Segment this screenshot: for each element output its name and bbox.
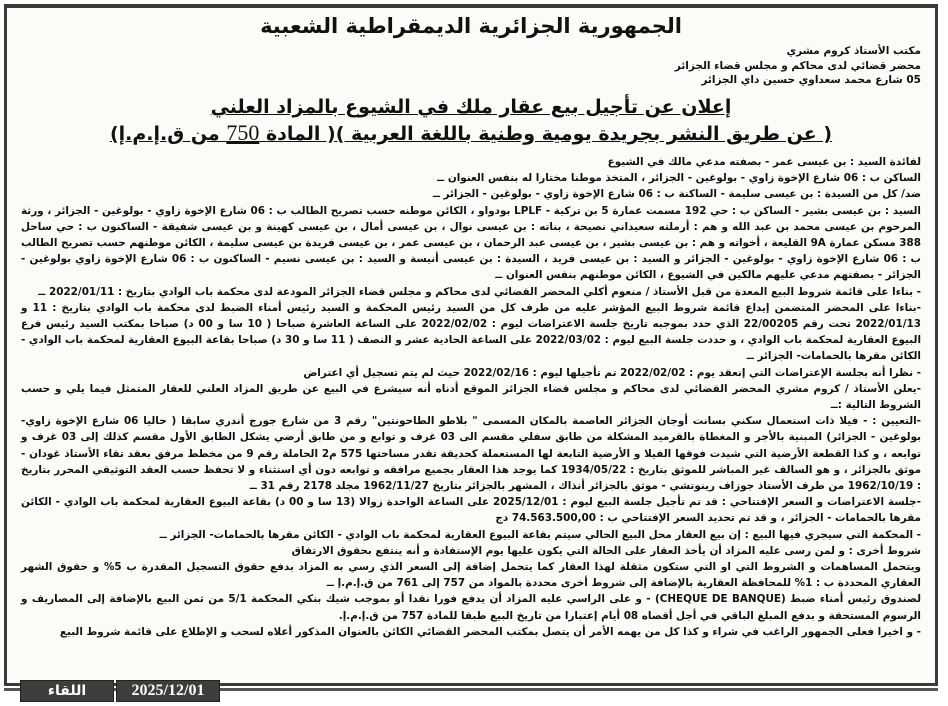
publication-date-badge: 2025/12/01: [116, 680, 220, 702]
newspaper-name-badge: اللقاء: [20, 680, 114, 702]
paragraph-conditions-list: - بناءا على قائمة شروط البيع المعدة من قبل الأستاذ / منعوم أكلي المحضر القضائي لدى محاكم و مجلس قضاء الجزائر المودعة لدى محكمة باب الوادي بتاريخ : 2022/01/11 ــ: [38, 285, 921, 298]
office-name: مكتب الأستاذ كروم مشري: [786, 45, 921, 57]
paragraph-beneficiary-address: الساكن ب : 06 شارع الإخوة زاوي - بولوغين - الجزائر ، المتخذ موطنا مختارا له بنفس العنوان ــ: [437, 172, 921, 185]
paragraph-closing: - و اخيرا فعلى الجمهور الراغب في شراء و كذا كل من يهمه الأمر أن يتصل بمكتب المحضر القضائي الكائن بالعنوان المذكور أعلاه لسحب و الإطلاع على قائمة شروط البيع: [59, 625, 921, 638]
notice-body: [21, 154, 921, 640]
paragraph-defendants: السيد : بن عيسى بشير - الساكن ب : حي 192 مسمت عمارة 5 بن تركية - LPLF بودواو ، الكائن موطنه حسب تصريح الطالب ب : 06 شارع الإخوة زاوي - بولوغين - الجزائر ، ورثة المرحوم بن عيسى محمد بن عبد الله و هم : أرملته سعيداني نصيحة ، بناته : بن عيسى نوال ، بن عيسى أمال ، بن عيسى كهينة و بن عيسى شفيقة - الساكنون ب : حي ساحل 388 مسكن عمارة 9A القليعة ، أخواته و هم : بن عيسى بشير ، بن عيسى عبد الرحمان ، بن عيسى عمر ، بن عيسى فريدة بن عيسى سليمة ، الكائن موطنهم حسب تصريح الطالب ب : 06 شارع الإخوة زاوي - بولوغين - الجزائر و السيد : بن عيسى فريد ، السيدة : بن عيسى أنيسة و السيد : بن عيسى نسيم - الساكنون ب : 06 شارع الإخوة زاوي بولوغين - الجزائر - بصفتهم مدعي عليهم مالكين في الشيوع ، الكائن موطنهم بنفس العنوان ــ: [21, 204, 921, 282]
notice-title: [7, 94, 935, 147]
paragraph-against: ضد/ كل من السيدة : بن عيسى سليمة - الساكنة ب : 06 شارع الإخوة زاوي - بولوغين - الجزائر ــ: [432, 188, 921, 201]
paragraph-property-designation: -التعيين : - فيلا ذات استعمال سكني بسانت أوجان الجزائر العاصمة بالمكان المسمى " بلاطو الطاحونتين" رقم 3 من شارع جورج أندري سابقا ( حاليا 06 شارع الإخوة زاوي- بولوغين - الجزائر) المبنية بالأجر و المغطاة بالقرميد المشكلة من طابق سفلي مقسم الى 03 غرف و توابع و من طابق أرضي يشكل الطابق الأول مقسم كذلك إلى 03 غرف و توابعه ، و كذا القطعة الأرضية التي شيدت فوقها الفيلا و الأرضية التابعة لها المستعملة كحديقة تقدر مساحتها 575 م2 الحاملة رقم 9 من مخطط مرفق بعقد تقاء الأستاذ غودان - موثق بالجزائر ، و هو السالف غير المباشر للموثق بتاريخ : 1934/05/22 كما يوجد هذا العقار بجميع مرافقه و توابعه دون أي استثناء و لا تحفظ حسب العقد التوثيقي المحرر بتاريخ : 1962/10/19 من طرف الأستاذ جوزاف رينوتشي - موثق بالجزائر أنذاك ، المشهر بالجزائر بتاريخ 1962/11/27 مجلد 2178 رقم 31 ــ: [21, 415, 922, 493]
notice-title-line1: إعلان عن تأجيل بيع عقار ملك في الشيوع بالمزاد العلني: [210, 96, 732, 118]
office-role: محضر قضائي لدى محاكم و مجلس قضاء الجزائر: [674, 59, 921, 72]
title-line2-suffix: من ق.إ.م.إ): [109, 123, 220, 145]
republic-heading: الجمهورية الجزائرية الديمقراطية الشعبية: [260, 14, 682, 38]
title-line2-prefix: ( عن طريق النشر بجريدة يومية وطنية باللغة العربية )( المادة: [265, 123, 833, 145]
notice-frame: [4, 4, 938, 686]
paragraph-court: - المحكمة التي سيجري فيها البيع : إن بيع العقار محل البيع الحالي سيتم بقاعة البيوع العقارية لمحكمة باب الوادي - الكائن مقرها بالحمامات- الجزائر ــ: [159, 528, 921, 541]
paragraph-beneficiary: لفائدة السيد : بن عيسى عمر - بصفته مدعي مالك في الشيوع: [607, 156, 921, 168]
paragraph-opening-price: -جلسة الاعتراضات و السعر الإفتتاحي : قد تم تأجيل جلسة البيع ليوم : 2025/12/01 على الساعة الواحدة زوالا (13 سا و 00 د) بقاعة البيوع العقارية لمحكمة باب الوادي - الكائن مقرها بالحمامات - الجزائر ، و قد تم تحديد السعر الإفتتاحي ب : 74.563.500,00 دج: [21, 496, 921, 525]
paragraph-payment: لصندوق رئيس أمناء ضبط (CHEQUE DE BANQUE) - و على الراسي عليه المزاد أن يدفع فورا نقدا أو بموجب شيك بنكي المحكمة 5/1 من ثمن البيع بالإضافة إلى المصاريف و الرسوم المستحقة و بدفع المبلغ الباقي في أجل أقصاه 08 أيام إعتبارا من تاريخ البيع طبقا للمادة 757 من ق.إ.م.إ.: [21, 593, 921, 622]
paragraph-objections: - نظرا أنه بجلسة الإعتراضات التي إنعقد يوم : 2022/02/02 تم تأجيلها ليوم : 2022/02/16 حيث لم يتم تسجيل أي اعتراض: [303, 366, 921, 379]
paragraph-fees: ويتحمل المساهمات و الشروط التي او التي ستكون مثقلة لهذا العقار كما يتحمل إضافة إلى السعر الذي رسي به المزاد بدفع حقوق التسجيل المقدرة ب 5% و حقوق الشهر العقاري المحددة ب : 1% للمحافظة العقارية بالإضافة إلى شروط أخرى محددة بالمواد من 757 إلى 761 من ق.إ.م.إ ــ: [21, 561, 921, 590]
bailiff-office-block: [675, 44, 921, 88]
paragraph-other-conditions: شروط أخرى : و لمن رسى عليه المزاد أن يأخذ العقار على الحالة التي يكون عليها يوم الإستفادة و أنه ينتفع بحقوق الارتفاق: [291, 544, 921, 557]
office-address: 05 شارع محمد سعداوي حسين داي الجزائر: [701, 74, 921, 86]
article-number: 750: [226, 120, 260, 145]
paragraph-announcement: -يعلن الأستاذ / كروم مشري المحضر القضائي لدى محاكم و مجلس قضاء الجزائر الموقع أدناه أنه سيشرع في البيع عن طريق المزاد العلني للعقار المتمثل فيما يلي و حسب الشروط التالية :ــ: [21, 382, 921, 412]
notice-title-line2: [7, 120, 935, 147]
paragraph-deposit-record: -بناءا على المحضر المتضمن إيداع قائمة شروط البيع المؤشر عليه من طرف كل من السيد رئيس المحكمة و السيد رئيس أمناء الضبط لدى محكمة باب الوادي بتاريخ : 11 و 2022/01/13 تحت رقم 22/00205 الذي حدد بموجبه تاريخ جلسة الاعتراضات ليوم : 2022/02/02 على الساعة العاشرة صباحا ( 10 سا و 00 د) صباحا بمكتب السيد رئيس فرع البيوع العقارية لمحكمة باب الوادي ، و حددت جلسة البيع ليوم : 2022/03/02 على الساعة الحادية عشر و النصف ( 11 سا و 30 د) صباحا بقاعة البيوع العقارية لمحكمة باب الوادي - الكائن مقرها بالحمامات- الجزائر ــ: [21, 301, 922, 363]
